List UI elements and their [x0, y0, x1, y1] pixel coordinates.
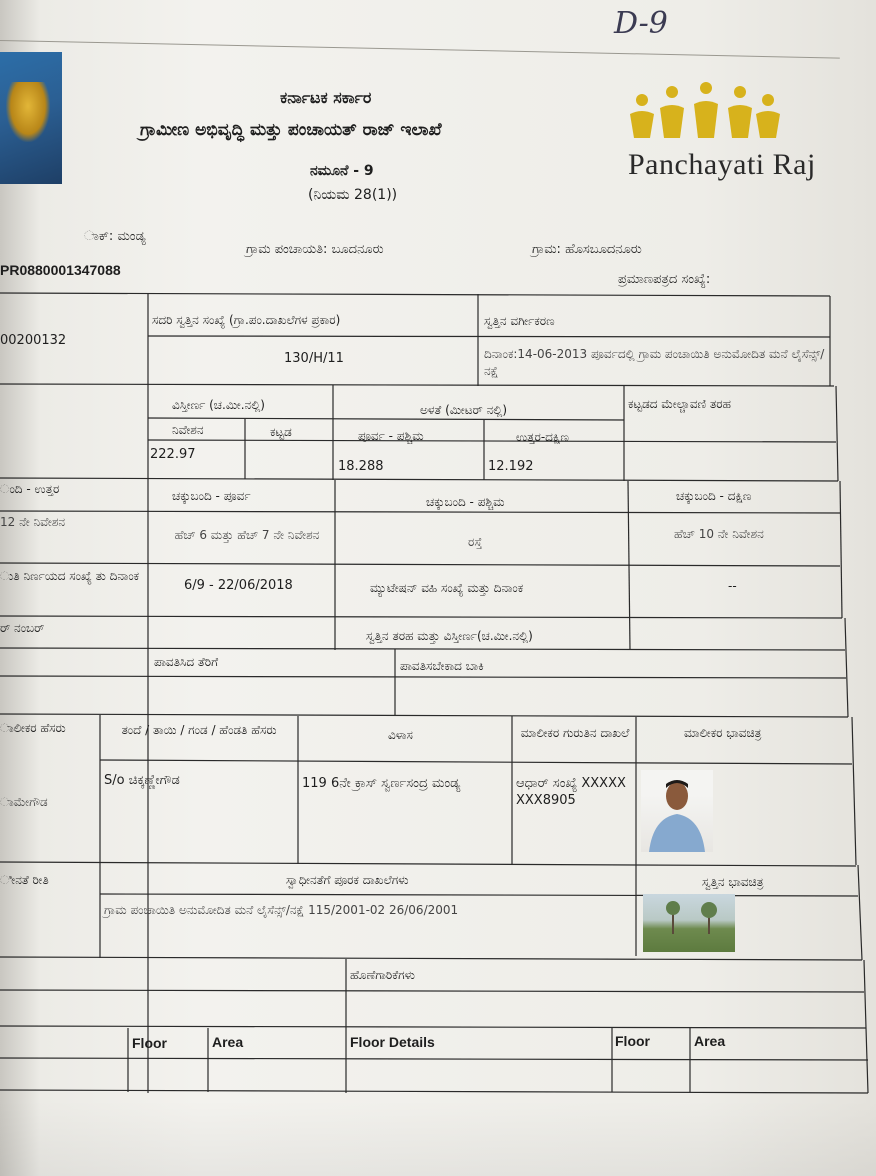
west-boundary-label: ಚಕ್ಕುಬಂದಿ - ಪಶ್ಚಿಮ — [426, 495, 505, 509]
department-title: ಗ್ರಾಮೀಣ ಅಭಿವೃದ್ಧಿ ಮತ್ತು ಪಂಚಾಯತ್ ರಾಜ್ ಇಲಾಖೆ — [140, 120, 442, 140]
property-number-value: 130/H/11 — [284, 351, 344, 366]
balance-label: ಪಾವತಿಸಬೇಕಾದ ಬಾಕಿ — [400, 659, 484, 673]
property-photo — [643, 894, 735, 952]
liabilities-label: ಹೊಣೆಗಾರಿಕೆಗಳು — [350, 968, 415, 982]
rule-number: (ನಿಯಮ 28(1)) — [308, 187, 398, 203]
north-south-value: 12.192 — [488, 459, 534, 474]
mutation-label: ಮ್ಯುಟೇಷನ್ ವಹಿ ಸಂಖ್ಯೆ ಮತ್ತು ದಿನಾಂಕ — [370, 581, 524, 595]
resolution-value: 6/9 - 22/06/2018 — [184, 578, 293, 593]
property-type-area-label: ಸ್ವತ್ತಿನ ತರಹ ಮತ್ತು ವಿಸ್ತೀರ್ಣ(ಚ.ಮೀ.ನಲ್ಲಿ) — [366, 629, 533, 643]
area-label-floor: Area — [212, 1034, 244, 1050]
possession-docs-value: ಗ್ರಾಮ ಪಂಚಾಯಿತಿ ಅನುಮೋದಿತ ಮನೆ ಲೈಸೆನ್ಸ್/ನಕ್ಷೆ 115/2001-02 26/06/2001 — [104, 903, 459, 917]
dimensions-label: ಅಳತೆ (ಮೀಟರ್ ನಲ್ಲಿ) — [420, 403, 508, 417]
gram-panchayat-label: ಗ್ರಾಮ ಪಂಚಾಯತಿ: ಬೂದನೂರು — [246, 242, 384, 257]
handwritten-mark: D-9 — [614, 6, 668, 41]
possession-docs-label: ಸ್ವಾಧೀನತೆಗೆ ಪೂರಕ ದಾಖಲೆಗಳು — [286, 873, 409, 887]
paid-tax-label: ಪಾವತಿಸಿದ ತೆರಿಗೆ — [154, 655, 219, 669]
classification-value: ದಿನಾಂಕ:14-06-2013 ಪೂರ್ವದಲ್ಲಿ ಗ್ರಾಮ ಪಂಚಾಯಿತಿ ಅನುಮೋದಿತ ಮನೆ ಲೈಸೆನ್ಸ್/ನಕ್ಷೆ — [484, 347, 825, 378]
page-shadow — [0, 1100, 876, 1176]
karnataka-emblem-icon — [0, 52, 62, 184]
property-id-fragment: 00200132 — [0, 333, 67, 348]
east-west-value: 18.288 — [338, 459, 384, 474]
record-id: PR0880001347088 — [0, 262, 121, 278]
owner-photo-label: ಮಾಲೀಕರ ಭಾವಚಿತ್ರ — [684, 726, 762, 740]
taluk-label: ಾಕ್: ಮಂಡ್ಯ — [84, 229, 146, 244]
roof-type-label: ಕಟ್ಟಡದ ಮೇಲ್ಚಾವಣಿ ತರಹ — [628, 397, 731, 411]
id-document-label: ಮಾಲೀಕರ ಗುರುತಿನ ದಾಖಲೆ — [520, 726, 630, 740]
east-west-label: ಪೂರ್ವ - ಪಶ್ಚಿಮ — [358, 429, 424, 443]
address-value: 119 6ನೇ ಕ್ರಾಸ್ ಸ್ವರ್ಣಸಂದ್ರ ಮಂಡ್ಯ — [302, 776, 461, 791]
possession-mode-label: ೀನತೆ ರೀತಿ — [0, 873, 49, 887]
west-boundary-value: ರಸ್ತೆ — [468, 535, 483, 549]
south-boundary-value: ಹೆಚ್ 10 ನೇ ನಿವೇಶನ — [674, 527, 764, 541]
relation-value: S/o ಚಿಕ್ಕಣ್ಣೇಗೌಡ — [104, 773, 180, 788]
property-photo-label: ಸ್ವತ್ತಿನ ಭಾವಚಿತ್ರ — [702, 875, 764, 889]
relation-label: ತಂದೆ / ತಾಯಿ / ಗಂಡ / ಹೆಂಡತಿ ಹೆಸರು — [121, 723, 277, 737]
owner-photo — [641, 770, 713, 852]
floor-label-2: Floor — [615, 1033, 650, 1049]
village-label: ಗ್ರಾಮ: ಹೊಸಬೂದನೂರು — [532, 242, 642, 257]
building-label: ಕಟ್ಟಡ — [270, 425, 292, 439]
north-boundary-label: ಂದಿ - ಉತ್ತರ — [0, 482, 60, 496]
floor-details-label: Floor Details — [350, 1034, 435, 1050]
number-label: ರ್ ನಂಬರ್ — [0, 621, 45, 635]
panchayati-raj-logo-text: Panchayati Raj — [628, 148, 816, 181]
certificate-number-label: ಪ್ರಮಾಣಪತ್ರದ ಸಂಖ್ಯೆ: — [618, 272, 711, 287]
site-label: ನಿವೇಶನ — [172, 423, 204, 437]
classification-label: ಸ್ವತ್ತಿನ ವರ್ಗೀಕರಣ — [484, 314, 555, 328]
owner-name-value: ಾಮೇಗೌಡ — [0, 795, 48, 809]
east-boundary-label: ಚಕ್ಕುಬಂದಿ - ಪೂರ್ವ — [172, 489, 251, 503]
mutation-value: -- — [728, 579, 737, 593]
floor-label: Floor — [132, 1035, 167, 1051]
north-south-label: ಉತ್ತರ-ದಕ್ಷಿಣ — [516, 430, 569, 444]
government-title: ಕರ್ನಾಟಕ ಸರ್ಕಾರ — [280, 88, 372, 107]
form-number: ನಮೂನೆ - 9 — [310, 163, 374, 179]
property-number-label: ಸದರಿ ಸ್ವತ್ತಿನ ಸಂಖ್ಯೆ (ಗ್ರಾ.ಪಂ.ದಾಖಲೆಗಳ ಪ್ರಕಾರ) — [152, 313, 341, 327]
east-boundary-value: ಹೆಚ್ 6 ಮತ್ತು ಹೆಚ್ 7 ನೇ ನಿವೇಶನ — [174, 528, 320, 542]
south-boundary-label: ಚಕ್ಕುಬಂದಿ - ದಕ್ಷಿಣ — [676, 489, 752, 503]
area-label-floor-2: Area — [694, 1033, 726, 1049]
area-label: ವಿಸ್ತೀರ್ಣ (ಚ.ಮೀ.ನಲ್ಲಿ) — [172, 398, 265, 412]
id-document-value: ಆಧಾರ್ ಸಂಖ್ಯೆ XXXXXXXX8905 — [516, 776, 626, 808]
site-area-value: 222.97 — [150, 447, 196, 462]
resolution-label: ುತಿ ನಿರ್ಣಯದ ಸಂಖ್ಯೆ ತು ದಿನಾಂಕ — [0, 569, 140, 583]
address-label: ವಿಳಾಸ — [388, 728, 413, 742]
owner-name-label: ಾಲೀಕರ ಹೆಸರು — [0, 721, 66, 735]
north-boundary-value: 12 ನೇ ನಿವೇಶನ — [0, 515, 66, 529]
